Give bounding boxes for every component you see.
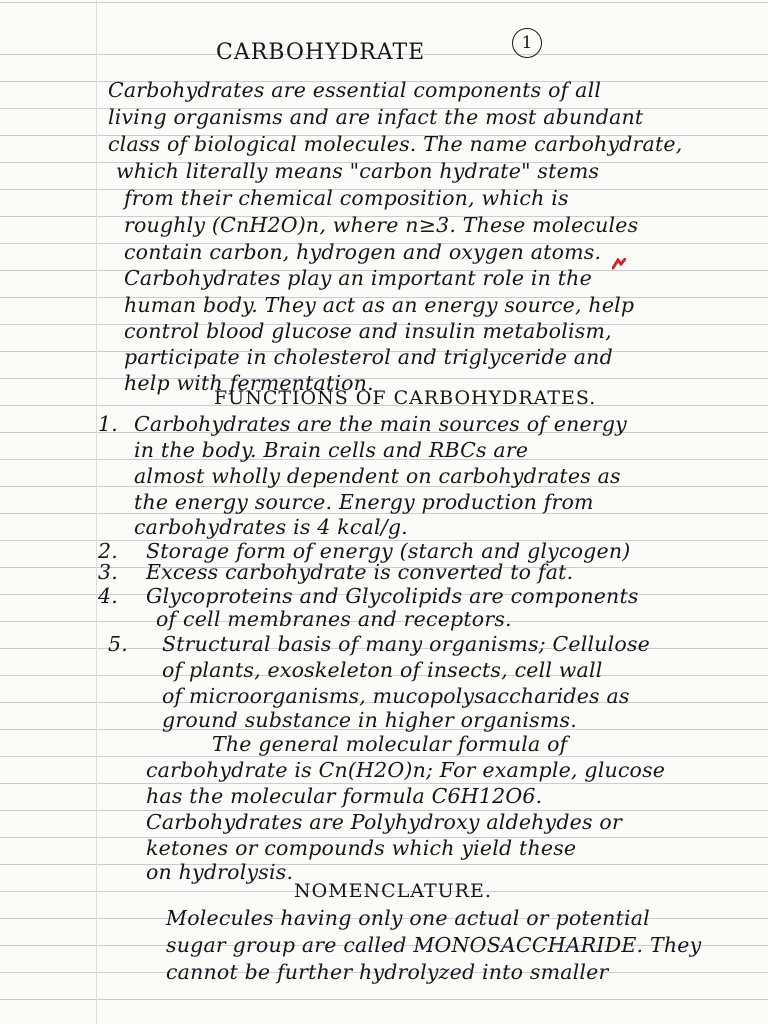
nomenclature-line: sugar group are called MONOSACCHARIDE. They bbox=[166, 933, 702, 957]
formula-line: has the molecular formula C6H12O6. bbox=[146, 784, 543, 808]
function-line: Glycoproteins and Glycolipids are components bbox=[146, 584, 639, 608]
function-line: Excess carbohydrate is converted to fat. bbox=[146, 560, 574, 584]
formula-line: ketones or compounds which yield these bbox=[146, 836, 577, 860]
page-title: CARBOHYDRATE bbox=[216, 40, 426, 65]
nomenclature-line: Molecules having only one actual or potential bbox=[166, 906, 650, 930]
function-line: Carbohydrates are the main sources of energy bbox=[134, 412, 627, 436]
intro-line: class of biological molecules. The name carbohydrate, bbox=[108, 132, 683, 156]
formula-line: carbohydrate is Cn(H2O)n; For example, glucose bbox=[146, 758, 666, 782]
intro-line: Carbohydrates are essential components of all bbox=[108, 78, 602, 102]
function-line: the energy source. Energy production from bbox=[134, 490, 594, 514]
function-line: carbohydrates is 4 kcal/g. bbox=[134, 515, 408, 539]
function-line: Structural basis of many organisms; Cellulose bbox=[162, 632, 650, 656]
intro-line: roughly (CnH2O)n, where n≥3. These molecules bbox=[124, 213, 639, 237]
margin-line bbox=[96, 0, 97, 1024]
nomenclature-heading: NOMENCLATURE. bbox=[294, 880, 492, 902]
function-line: of microorganisms, mucopolysaccharides as bbox=[162, 684, 630, 708]
function-number: 3. bbox=[98, 560, 118, 584]
function-line: in the body. Brain cells and RBCs are bbox=[134, 438, 529, 462]
formula-line: Carbohydrates are Polyhydroxy aldehydes or bbox=[146, 810, 622, 834]
formula-line: on hydrolysis. bbox=[146, 860, 294, 884]
function-line: almost wholly dependent on carbohydrates as bbox=[134, 464, 621, 488]
intro-line: participate in cholesterol and triglyceride and bbox=[124, 345, 613, 369]
intro-line: control blood glucose and insulin metabolism, bbox=[124, 319, 612, 343]
intro-line: contain carbon, hydrogen and oxygen atoms. bbox=[124, 240, 602, 264]
functions-heading: FUNCTIONS OF CARBOHYDRATES. bbox=[214, 387, 597, 409]
nomenclature-line: cannot be further hydrolyzed into smaller bbox=[166, 960, 609, 984]
intro-line: Carbohydrates play an important role in the bbox=[124, 266, 592, 290]
intro-line: which literally means "carbon hydrate" stems bbox=[116, 159, 600, 183]
function-number: 5. bbox=[108, 632, 128, 656]
function-line: of cell membranes and receptors. bbox=[156, 607, 512, 631]
function-line: ground substance in higher organisms. bbox=[162, 708, 577, 732]
function-line: Storage form of energy (starch and glycogen) bbox=[146, 539, 631, 563]
formula-line: The general molecular formula of bbox=[212, 732, 568, 756]
intro-line: help with fermentation. bbox=[124, 371, 374, 395]
intro-line: human body. They act as an energy source, help bbox=[124, 293, 635, 317]
function-line: of plants, exoskeleton of insects, cell wall bbox=[162, 658, 603, 682]
function-number: 2. bbox=[98, 539, 118, 563]
intro-line: living organisms and are infact the most abundant bbox=[108, 105, 644, 129]
page-number: 1 bbox=[512, 28, 542, 58]
intro-line: from their chemical composition, which is bbox=[124, 186, 569, 210]
function-number: 1. bbox=[98, 412, 118, 436]
red-correction-mark bbox=[612, 258, 626, 270]
function-number: 4. bbox=[98, 584, 118, 608]
